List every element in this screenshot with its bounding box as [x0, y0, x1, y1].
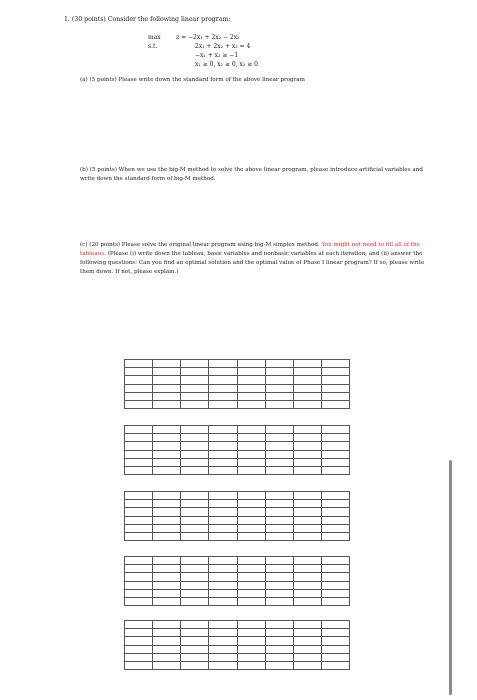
- tableau-cell: [209, 508, 237, 516]
- tableau-cell: [293, 645, 321, 653]
- tableau-cell: [181, 573, 209, 581]
- tableau-cell: [293, 442, 321, 450]
- tableau-cell: [125, 661, 153, 669]
- tableau-cell: [237, 450, 265, 458]
- tableau-cell: [321, 621, 349, 629]
- tableau-cell: [237, 466, 265, 474]
- tableau-cell: [209, 384, 237, 392]
- tableau-cell: [293, 565, 321, 573]
- tableau-row: [125, 621, 350, 629]
- tableau-row: [125, 629, 350, 637]
- objective-expression: z = −2x₁ + 2x₂ − 2x₃: [176, 34, 240, 41]
- tableau-cell: [153, 597, 181, 605]
- tableau-row: [125, 508, 350, 516]
- nonnegativity-constraints: x₁ ≥ 0, x₂ ≥ 0, x₃ ≥ 0: [195, 61, 258, 68]
- tableau-cell: [125, 589, 153, 597]
- tableau-cell: [181, 426, 209, 434]
- tableau-row: [125, 384, 350, 392]
- tableau-cell: [153, 392, 181, 400]
- tableau-cell: [125, 573, 153, 581]
- tableau-cell: [181, 360, 209, 368]
- tableau-cell: [321, 450, 349, 458]
- tableau-cell: [209, 661, 237, 669]
- tableau-cell: [125, 597, 153, 605]
- tableau-cell: [209, 450, 237, 458]
- tableau-cell: [321, 360, 349, 368]
- tableau-cell: [293, 500, 321, 508]
- tableau-cell: [153, 621, 181, 629]
- tableau-cell: [321, 645, 349, 653]
- tableau-cell: [265, 368, 293, 376]
- tableau-cell: [209, 573, 237, 581]
- tableau-cell: [153, 581, 181, 589]
- tableau-cell: [125, 466, 153, 474]
- tableau-cell: [209, 492, 237, 500]
- tableau-2: [124, 425, 350, 475]
- tableau-cell: [293, 384, 321, 392]
- tableau-cell: [293, 360, 321, 368]
- tableau-cell: [181, 653, 209, 661]
- tableau-cell: [321, 597, 349, 605]
- tableau-cell: [321, 442, 349, 450]
- tableau-cell: [153, 492, 181, 500]
- tableau-cell: [181, 565, 209, 573]
- tableau-cell: [265, 442, 293, 450]
- tableau-cell: [237, 653, 265, 661]
- tableau-row: [125, 376, 350, 384]
- tableau-cell: [125, 442, 153, 450]
- tableau-cell: [237, 629, 265, 637]
- tableau-cell: [265, 376, 293, 384]
- tableau-cell: [125, 360, 153, 368]
- tableau-cell: [237, 661, 265, 669]
- tableau-cell: [125, 450, 153, 458]
- tableau-cell: [125, 392, 153, 400]
- tableau-cell: [293, 492, 321, 500]
- tableau-row: [125, 516, 350, 524]
- tableau-cell: [209, 645, 237, 653]
- tableau-cell: [321, 400, 349, 408]
- tableau-cell: [125, 368, 153, 376]
- tableau-cell: [209, 589, 237, 597]
- tableau-cell: [265, 360, 293, 368]
- tableau-cell: [237, 458, 265, 466]
- tableau-cell: [125, 384, 153, 392]
- tableau-cell: [321, 629, 349, 637]
- tableau-cell: [321, 516, 349, 524]
- tableau-cell: [153, 524, 181, 532]
- tableau-cell: [181, 458, 209, 466]
- tableau-row: [125, 565, 350, 573]
- tableau-cell: [237, 589, 265, 597]
- tableau-cell: [181, 532, 209, 540]
- tableau-cell: [237, 621, 265, 629]
- tableau-cell: [293, 400, 321, 408]
- tableau-cell: [209, 581, 237, 589]
- tableau-cell: [181, 442, 209, 450]
- tableau-row: [125, 661, 350, 669]
- tableau-cell: [265, 597, 293, 605]
- tableau-cell: [237, 573, 265, 581]
- tableau-cell: [265, 661, 293, 669]
- tableau-cell: [125, 516, 153, 524]
- tableau-cell: [293, 589, 321, 597]
- tableau-cell: [265, 508, 293, 516]
- tableau-row: [125, 573, 350, 581]
- tableau-cell: [265, 458, 293, 466]
- tableau-cell: [265, 384, 293, 392]
- constraint-2: −x₁ + x₂ ≥ −1: [195, 52, 239, 59]
- tableau-cell: [209, 532, 237, 540]
- tableau-cell: [153, 360, 181, 368]
- tableau-cell: [209, 500, 237, 508]
- tableau-cell: [153, 645, 181, 653]
- tableau-cell: [125, 581, 153, 589]
- tableau-cell: [321, 466, 349, 474]
- tableau-row: [125, 392, 350, 400]
- tableau-cell: [237, 597, 265, 605]
- tableau-cell: [125, 434, 153, 442]
- tableau-row: [125, 581, 350, 589]
- tableau-cell: [181, 466, 209, 474]
- tableau-cell: [321, 492, 349, 500]
- tableau-cell: [237, 426, 265, 434]
- tableau-cell: [125, 629, 153, 637]
- tableau-cell: [209, 557, 237, 565]
- tableau-cell: [237, 368, 265, 376]
- tableau-cell: [181, 434, 209, 442]
- tableau-cell: [237, 645, 265, 653]
- tableau-cell: [321, 581, 349, 589]
- tableau-cell: [265, 492, 293, 500]
- tableau-cell: [265, 653, 293, 661]
- tableau-3: [124, 491, 350, 541]
- tableau-cell: [293, 392, 321, 400]
- tableau-cell: [321, 500, 349, 508]
- tableau-row: [125, 400, 350, 408]
- tableau-cell: [293, 661, 321, 669]
- tableau-cell: [237, 360, 265, 368]
- tableau-cell: [265, 565, 293, 573]
- tableau-cell: [125, 645, 153, 653]
- tableau-cell: [237, 384, 265, 392]
- tableau-cell: [321, 661, 349, 669]
- tableau-cell: [265, 581, 293, 589]
- part-b: (b) (5 points) When we use the big-M method to solve the above linear program, please introduce artificial variables and write down the standard form of big-M method.: [80, 167, 423, 182]
- tableau-cell: [293, 458, 321, 466]
- tableau-cell: [181, 589, 209, 597]
- tableau-cell: [265, 426, 293, 434]
- tableau-cell: [181, 392, 209, 400]
- tableau-cell: [153, 466, 181, 474]
- tableau-cell: [209, 360, 237, 368]
- tableau-cell: [321, 565, 349, 573]
- tableau-cell: [293, 637, 321, 645]
- tableau-cell: [293, 573, 321, 581]
- tableau-row: [125, 434, 350, 442]
- tableau-cell: [153, 384, 181, 392]
- constraint-label: s.t.: [148, 43, 158, 50]
- tableau-cell: [293, 597, 321, 605]
- tableau-cell: [153, 516, 181, 524]
- tableau-cell: [321, 589, 349, 597]
- tableau-cell: [209, 434, 237, 442]
- tableau-5: [124, 620, 350, 670]
- tableau-cell: [125, 621, 153, 629]
- tableau-cell: [181, 629, 209, 637]
- tableau-row: [125, 426, 350, 434]
- tableau-cell: [209, 629, 237, 637]
- tableau-cell: [209, 400, 237, 408]
- part-c: [80, 241, 425, 277]
- tableau-cell: [265, 637, 293, 645]
- tableau-cell: [209, 466, 237, 474]
- tableau-cell: [321, 532, 349, 540]
- tableau-row: [125, 645, 350, 653]
- tableau-cell: [125, 376, 153, 384]
- tableau-row: [125, 368, 350, 376]
- tableau-cell: [237, 434, 265, 442]
- tableau-cell: [293, 376, 321, 384]
- tableau-cell: [321, 434, 349, 442]
- tableau-cell: [181, 524, 209, 532]
- tableau-cell: [209, 426, 237, 434]
- tableau-cell: [153, 629, 181, 637]
- tableau-cell: [153, 637, 181, 645]
- tableau-cell: [237, 565, 265, 573]
- tableau-cell: [237, 524, 265, 532]
- tableau-cell: [321, 573, 349, 581]
- tableau-cell: [153, 368, 181, 376]
- tableau-cell: [209, 637, 237, 645]
- tableau-1: [124, 359, 350, 409]
- tableau-cell: [293, 557, 321, 565]
- tableau-cell: [293, 516, 321, 524]
- tableau-row: [125, 597, 350, 605]
- tableau-cell: [237, 376, 265, 384]
- tableau-cell: [321, 653, 349, 661]
- tableau-cell: [181, 645, 209, 653]
- tableau-cell: [293, 524, 321, 532]
- tableau-cell: [265, 621, 293, 629]
- part-c-details: (Please (i) write down the tableau, basic variables and nonbasic variables at each iteration, and (ii) answer the following questions: Can you find an optimal solution and the optimal value of Phase I linear program? If so, please write them down. If not, please explain.): [80, 251, 425, 275]
- tableau-cell: [321, 384, 349, 392]
- tableau-cell: [181, 661, 209, 669]
- tableau-cell: [293, 368, 321, 376]
- tableau-cell: [153, 661, 181, 669]
- tableau-cell: [237, 581, 265, 589]
- tableau-cell: [265, 392, 293, 400]
- tableau-cell: [153, 400, 181, 408]
- tableau-cell: [265, 629, 293, 637]
- tableau-cell: [181, 557, 209, 565]
- tableau-cell: [209, 376, 237, 384]
- tableau-cell: [293, 434, 321, 442]
- tableau-cell: [237, 400, 265, 408]
- tableau-row: [125, 532, 350, 540]
- tableau-cell: [209, 621, 237, 629]
- tableau-row: [125, 637, 350, 645]
- tableau-cell: [153, 442, 181, 450]
- tableau-cell: [293, 653, 321, 661]
- tableau-cell: [181, 581, 209, 589]
- tableau-cell: [293, 426, 321, 434]
- tableau-cell: [153, 458, 181, 466]
- question-title: 1. (30 points) Consider the following linear program:: [64, 16, 231, 23]
- tableau-cell: [321, 368, 349, 376]
- tableau-cell: [125, 524, 153, 532]
- tableau-cell: [265, 589, 293, 597]
- tableau-cell: [125, 532, 153, 540]
- tableau-cell: [209, 653, 237, 661]
- tableau-cell: [237, 557, 265, 565]
- tableau-cell: [125, 653, 153, 661]
- tableau-cell: [265, 500, 293, 508]
- tableau-cell: [209, 516, 237, 524]
- tableau-cell: [181, 400, 209, 408]
- part-a: (a) (5 points) Please write down the standard form of the above linear program: [80, 77, 305, 83]
- tableau-cell: [237, 532, 265, 540]
- tableau-cell: [321, 524, 349, 532]
- tableau-cell: [293, 629, 321, 637]
- tableau-cell: [265, 434, 293, 442]
- tableau-cell: [293, 532, 321, 540]
- tableau-cell: [153, 426, 181, 434]
- tableau-cell: [321, 557, 349, 565]
- tableau-cell: [181, 492, 209, 500]
- tableau-cell: [125, 508, 153, 516]
- tableau-cell: [265, 450, 293, 458]
- tableau-cell: [181, 508, 209, 516]
- tableau-cell: [237, 442, 265, 450]
- tableau-cell: [321, 426, 349, 434]
- tableau-row: [125, 360, 350, 368]
- tableau-cell: [265, 524, 293, 532]
- tableau-row: [125, 450, 350, 458]
- part-c-note: You might not need to fill all of the tableaus.: [80, 242, 420, 257]
- tableau-cell: [265, 466, 293, 474]
- tableau-cell: [181, 621, 209, 629]
- tableau-cell: [181, 384, 209, 392]
- tableau-cell: [153, 653, 181, 661]
- tableau-cell: [237, 516, 265, 524]
- tableau-row: [125, 500, 350, 508]
- tableau-cell: [153, 532, 181, 540]
- tableau-cell: [237, 637, 265, 645]
- tableau-cell: [321, 508, 349, 516]
- tableau-cell: [209, 597, 237, 605]
- tableau-cell: [209, 458, 237, 466]
- tableau-cell: [181, 376, 209, 384]
- tableau-cell: [181, 516, 209, 524]
- tableau-cell: [293, 508, 321, 516]
- tableau-cell: [153, 376, 181, 384]
- tableau-cell: [265, 400, 293, 408]
- tableau-cell: [265, 573, 293, 581]
- tableau-cell: [125, 500, 153, 508]
- tableau-cell: [153, 557, 181, 565]
- tableau-cell: [237, 508, 265, 516]
- tableau-cell: [237, 392, 265, 400]
- tableau-cell: [153, 500, 181, 508]
- tableau-row: [125, 466, 350, 474]
- tableau-cell: [293, 450, 321, 458]
- tableau-cell: [209, 565, 237, 573]
- tableau-cell: [265, 557, 293, 565]
- tableau-cell: [153, 508, 181, 516]
- constraint-1: 2x₁ + 2x₂ + x₃ = 4: [195, 43, 251, 50]
- tableau-4: [124, 556, 350, 606]
- tableau-cell: [181, 637, 209, 645]
- tableau-cell: [209, 392, 237, 400]
- tableau-cell: [125, 458, 153, 466]
- tableau-cell: [265, 532, 293, 540]
- tableau-cell: [125, 565, 153, 573]
- tableau-cell: [209, 442, 237, 450]
- tableau-cell: [293, 581, 321, 589]
- tableau-cell: [125, 557, 153, 565]
- tableau-row: [125, 442, 350, 450]
- tableau-cell: [293, 466, 321, 474]
- tableau-cell: [321, 637, 349, 645]
- tableau-cell: [181, 597, 209, 605]
- tableau-cell: [209, 368, 237, 376]
- tableau-cell: [237, 500, 265, 508]
- tableau-row: [125, 492, 350, 500]
- tableau-cell: [153, 589, 181, 597]
- tableau-cell: [321, 376, 349, 384]
- tableau-cell: [125, 426, 153, 434]
- tableau-cell: [125, 637, 153, 645]
- tableau-cell: [293, 621, 321, 629]
- tableau-cell: [153, 434, 181, 442]
- tableau-cell: [153, 450, 181, 458]
- part-c-instruction: (c) (20 points) Please solve the original linear program using big-M simplex method.: [80, 242, 320, 248]
- tableau-cell: [125, 492, 153, 500]
- tableau-cell: [181, 368, 209, 376]
- tableau-cell: [265, 516, 293, 524]
- tableau-cell: [237, 492, 265, 500]
- scrollbar[interactable]: [449, 460, 452, 695]
- tableau-cell: [321, 392, 349, 400]
- tableau-cell: [321, 458, 349, 466]
- tableau-cell: [153, 565, 181, 573]
- tableau-cell: [181, 500, 209, 508]
- tableau-row: [125, 524, 350, 532]
- tableau-cell: [209, 524, 237, 532]
- objective-label: max: [148, 34, 161, 41]
- tableau-cell: [265, 645, 293, 653]
- tableau-cell: [153, 573, 181, 581]
- tableau-row: [125, 458, 350, 466]
- tableau-cell: [181, 450, 209, 458]
- tableau-cell: [125, 400, 153, 408]
- tableau-row: [125, 589, 350, 597]
- tableau-row: [125, 653, 350, 661]
- tableau-row: [125, 557, 350, 565]
